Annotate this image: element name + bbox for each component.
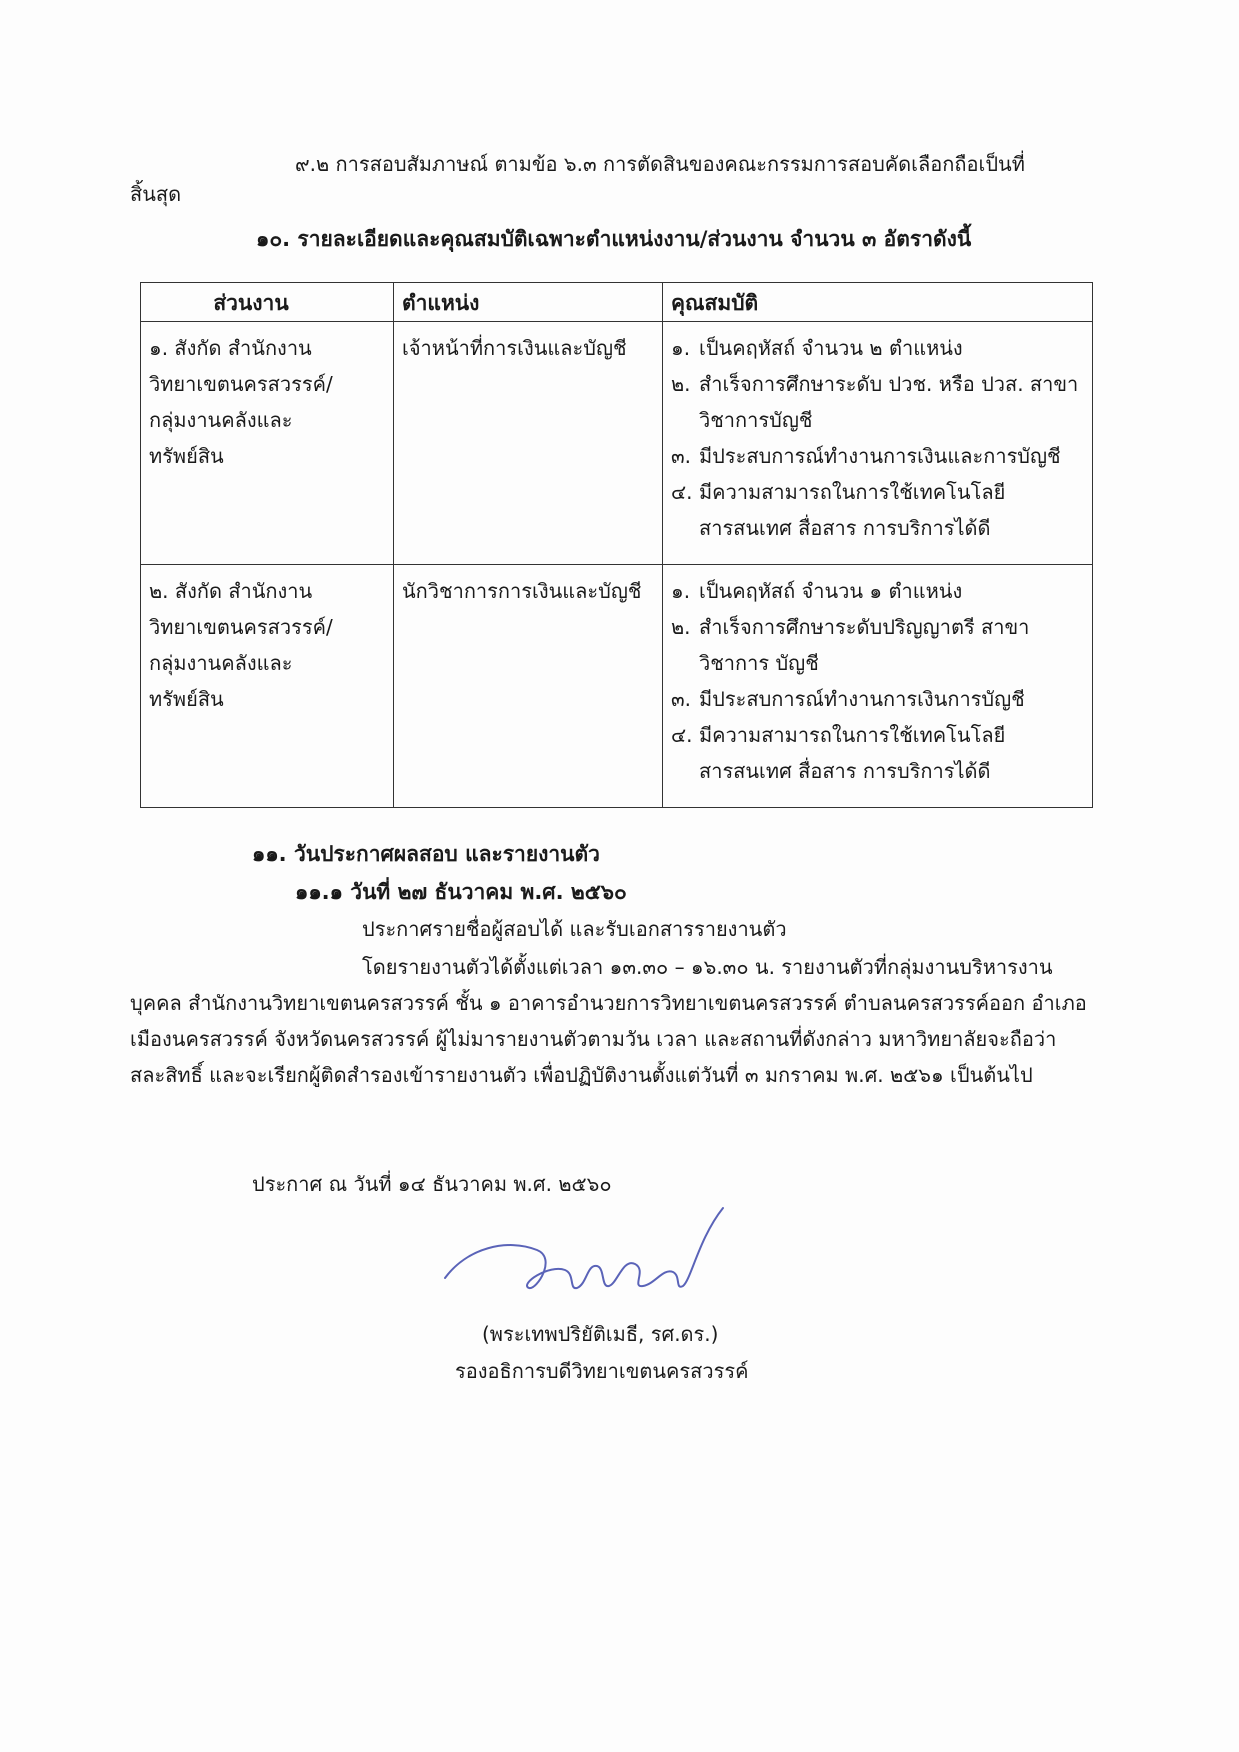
signer-name: (พระเทพปริยัติเมธี, รศ.ดร.) (482, 1322, 719, 1346)
qualification-item (671, 366, 1084, 438)
unit-line: ๑. สังกัด สำนักงาน (149, 336, 312, 360)
section-11-para-1: ประกาศรายชื่อผู้สอบได้ และรับเอกสารรายงานตัว (362, 917, 787, 941)
unit-line: ๒. สังกัด สำนักงาน (149, 579, 313, 603)
signature-image (437, 1198, 737, 1318)
qualification-text: มีความสามารถในการใช้เทคโนโลยีสารสนเทศ สื่อสาร การบริการได้ดี (699, 480, 1006, 540)
qualifications-cell (663, 322, 1093, 565)
position-cell: เจ้าหน้าที่การเงินและบัญชี (394, 322, 663, 565)
qualification-number: ๓. (671, 444, 692, 468)
unit-line: ทรัพย์สิน (149, 687, 224, 711)
section-11-1-date: ๑๑.๑ วันที่ ๒๗ ธันวาคม พ.ศ. ๒๕๖๐ (295, 880, 627, 904)
qualification-text: มีความสามารถในการใช้เทคโนโลยีสารสนเทศ สื่อสาร การบริการได้ดี (699, 723, 1006, 783)
unit-line: ทรัพย์สิน (149, 444, 224, 468)
qualification-text: เป็นคฤหัสถ์ จำนวน ๑ ตำแหน่ง (699, 579, 963, 603)
section-11-para-2-rest: บุคคล สำนักงานวิทยาเขตนครสวรรค์ ชั้น ๑ อาคารอำนวยการวิทยาเขตนครสวรรค์ ตำบลนครสวรรค์ออก อำเภอเมืองนครสวรรค์ จังหวัดนครสวรรค์ ผู้ไม่มารายงานตัวตามวัน เวลา และสถานที่ดังกล่าว มหาวิทยาลัยจะถือว่าสละสิทธิ์ และจะเรียกผู้ติดสำรองเข้ารายงานตัว เพื่อปฏิบัติงานตั้งแต่วันที่ ๓ มกราคม พ.ศ. ๒๕๖๑ เป็นต้นไป (130, 991, 1087, 1087)
qualification-number: ๔. (671, 480, 693, 504)
header-position: ตำแหน่ง (394, 283, 663, 322)
qualification-number: ๒. (671, 615, 691, 639)
intro-line-1: ๙.๒ การสอบสัมภาษณ์ ตามข้อ ๖.๓ การตัดสินของคณะกรรมการสอบคัดเลือกถือเป็นที่ (295, 152, 1025, 176)
signature-stroke (445, 1208, 723, 1288)
unit-cell (141, 565, 394, 808)
qualification-number: ๒. (671, 372, 691, 396)
unit-line: วิทยาเขตนครสวรรค์/ (149, 372, 333, 396)
unit-line: กลุ่มงานคลังและ (149, 651, 293, 675)
table-row (141, 565, 1093, 808)
announce-date: ประกาศ ณ วันที่ ๑๔ ธันวาคม พ.ศ. ๒๕๖๐ (252, 1172, 612, 1196)
table-row (141, 322, 1093, 565)
section-11-para-2-first: โดยรายงานตัวได้ตั้งแต่เวลา ๑๓.๓๐ – ๑๖.๓๐ น. รายงานตัวที่กลุ่มงานบริหารงาน (362, 955, 1053, 979)
table-header-row (141, 283, 1093, 322)
qualification-text: มีประสบการณ์ทำงานการเงินและการบัญชี (699, 444, 1061, 468)
qualification-number: ๑. (671, 579, 691, 603)
unit-line: กลุ่มงานคลังและ (149, 408, 293, 432)
header-unit: ส่วนงาน (141, 283, 394, 322)
qualification-text: สำเร็จการศึกษาระดับ ปวช. หรือ ปวส. สาขาวิชาการบัญชี (699, 372, 1079, 432)
qualifications-table (140, 282, 1093, 808)
section-11-title: ๑๑. วันประกาศผลสอบ และรายงานตัว (252, 842, 600, 866)
qualification-text: สำเร็จการศึกษาระดับปริญญาตรี สาขาวิชาการ บัญชี (699, 615, 1030, 675)
qualification-text: มีประสบการณ์ทำงานการเงินการบัญชี (699, 687, 1025, 711)
intro-line-2: สิ้นสุด (130, 182, 182, 206)
qualifications-cell (663, 565, 1093, 808)
qualification-number: ๑. (671, 336, 691, 360)
qualification-text: เป็นคฤหัสถ์ จำนวน ๒ ตำแหน่ง (699, 336, 963, 360)
unit-cell (141, 322, 394, 565)
qualification-item (671, 717, 1084, 789)
header-qualifications: คุณสมบัติ (663, 283, 1093, 322)
qualification-item (671, 681, 1084, 717)
qualification-number: ๓. (671, 687, 692, 711)
qualification-number: ๔. (671, 723, 693, 747)
qualification-item (671, 330, 1084, 366)
position-cell: นักวิชาการการเงินและบัญชี (394, 565, 663, 808)
signer-title: รองอธิการบดีวิทยาเขตนครสวรรค์ (455, 1359, 749, 1383)
qualification-item (671, 609, 1084, 681)
unit-line: วิทยาเขตนครสวรรค์/ (149, 615, 333, 639)
section-10-title: ๑๐. รายละเอียดและคุณสมบัติเฉพาะตำแหน่งงาน/ส่วนงาน จำนวน ๓ อัตราดังนี้ (256, 227, 972, 251)
qualification-item (671, 438, 1084, 474)
qualification-item (671, 573, 1084, 609)
qualification-item (671, 474, 1084, 546)
